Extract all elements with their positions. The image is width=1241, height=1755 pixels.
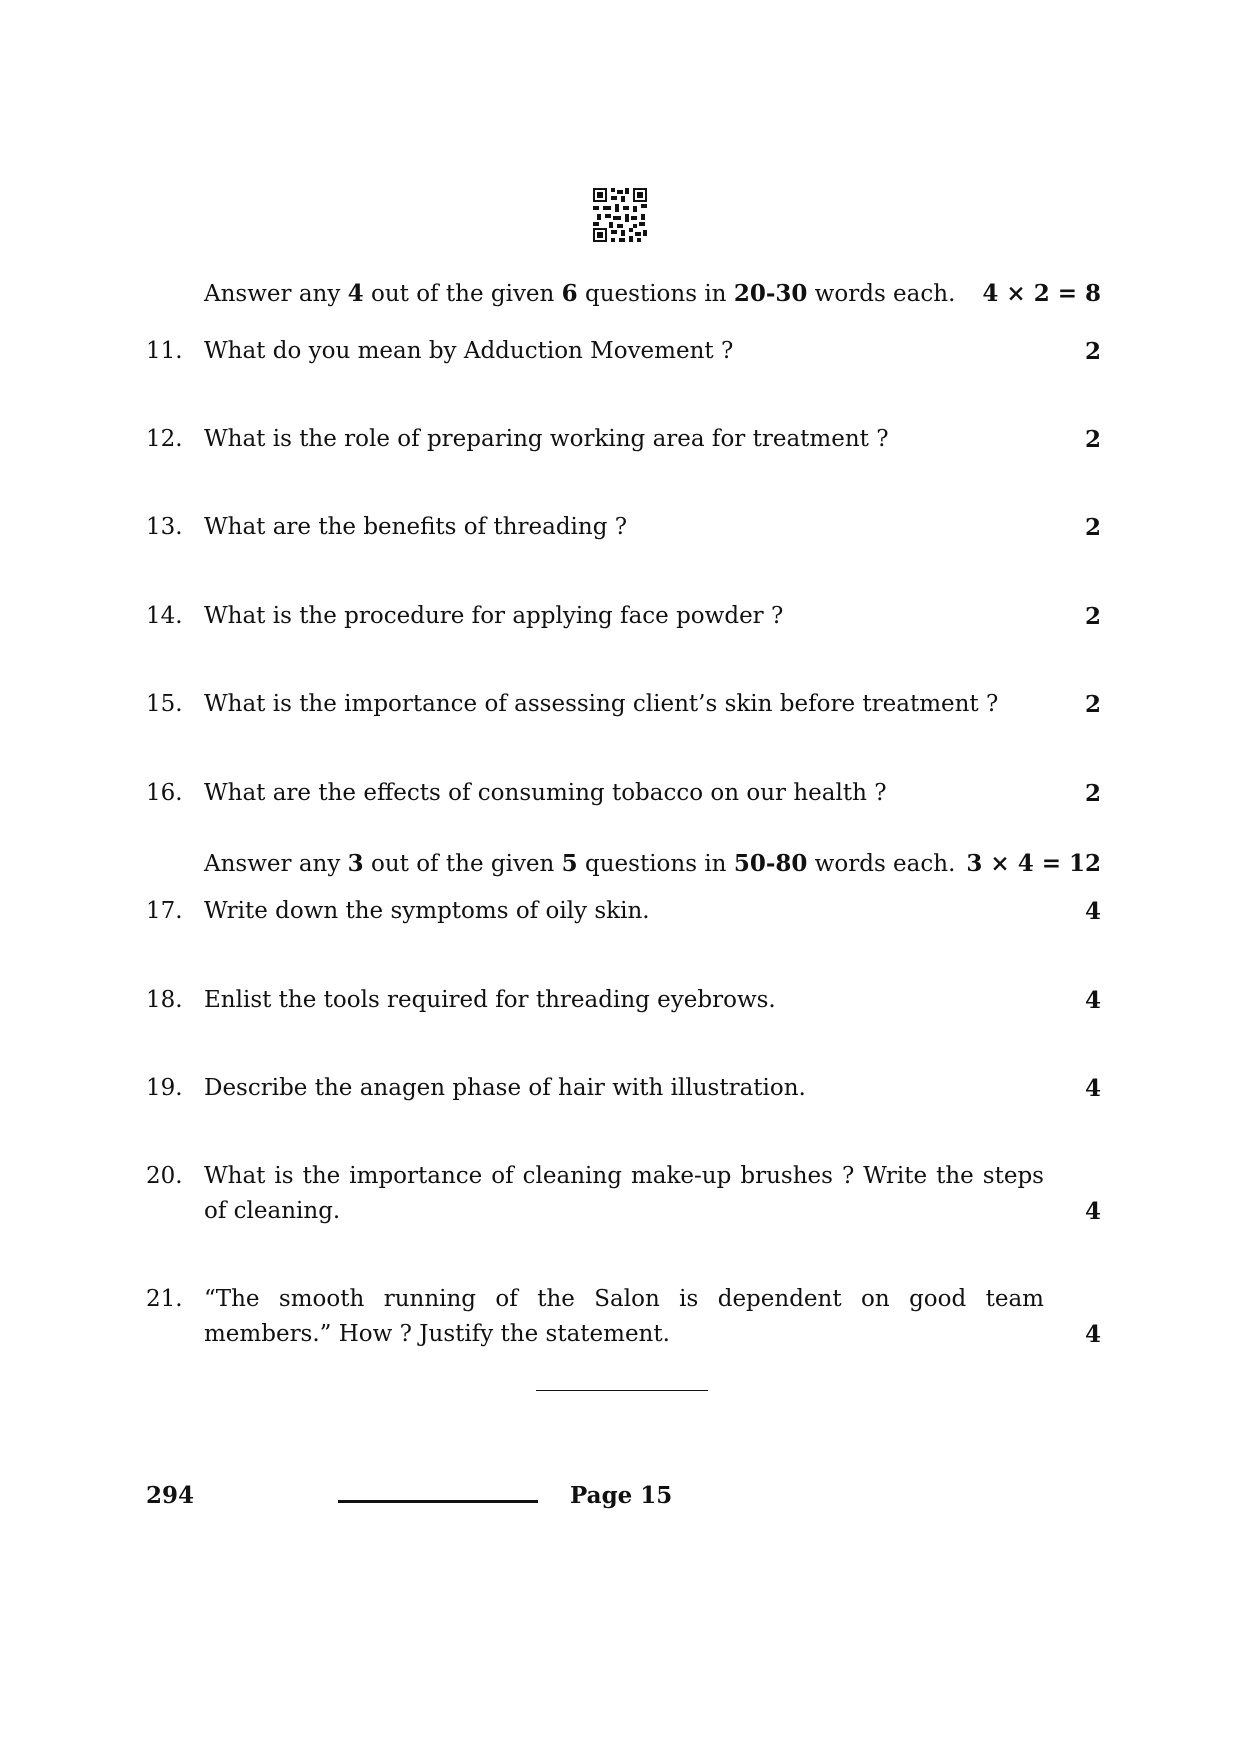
instruction-text: out of the given <box>363 851 562 877</box>
question-text: What are the benefits of threading ? <box>204 514 628 540</box>
question-number: 19. <box>146 1075 183 1101</box>
instruction-text: Answer any <box>204 851 348 877</box>
question-marks: 4 <box>1084 1075 1101 1102</box>
question-marks: 2 <box>1084 780 1101 807</box>
question-marks: 4 <box>1084 1198 1101 1225</box>
page-number: Page 15 <box>570 1482 673 1509</box>
question-text: What is the importance of cleaning make-up brushes ? Write the steps of cleaning. <box>204 1163 1044 1224</box>
question-number: 20. <box>146 1163 183 1189</box>
question-15 <box>146 687 1101 722</box>
section-b-marks-scheme: 4 × 2 = 8 <box>982 280 1101 307</box>
question-18 <box>146 983 1101 1018</box>
question-number: 21. <box>146 1286 183 1312</box>
instruction-text: out of the given <box>363 281 562 307</box>
question-number: 16. <box>146 780 183 806</box>
qr-code-icon <box>593 188 647 242</box>
instruction-text: questions in <box>577 851 734 877</box>
question-number: 11. <box>146 338 183 364</box>
question-text: Write down the symptoms of oily skin. <box>204 898 650 924</box>
end-of-section-divider <box>536 1390 708 1391</box>
question-12 <box>146 422 1101 457</box>
instruction-text: words each. <box>807 851 956 877</box>
instruction-text: words each. <box>807 281 956 307</box>
footer-divider <box>338 1500 538 1503</box>
question-20 <box>146 1159 1101 1229</box>
question-text: Describe the anagen phase of hair with illustration. <box>204 1075 806 1101</box>
instruction-text: questions in <box>577 281 734 307</box>
question-21 <box>146 1282 1101 1352</box>
instruction-total: 5 <box>561 850 578 877</box>
instruction-word-range: 20-30 <box>733 280 808 307</box>
question-text: What is the procedure for applying face powder ? <box>204 603 784 629</box>
question-text: Enlist the tools required for threading eyebrows. <box>204 987 776 1013</box>
question-marks: 4 <box>1084 1321 1101 1348</box>
question-number: 17. <box>146 898 183 924</box>
question-14 <box>146 599 1101 634</box>
question-marks: 2 <box>1084 691 1101 718</box>
instruction-text: Answer any <box>204 281 348 307</box>
question-text: What is the importance of assessing client’s skin before treatment ? <box>204 691 999 717</box>
question-marks: 2 <box>1084 603 1101 630</box>
question-marks: 4 <box>1084 987 1101 1014</box>
question-marks: 2 <box>1084 514 1101 541</box>
question-number: 13. <box>146 514 183 540</box>
instruction-count: 4 <box>347 280 364 307</box>
question-number: 14. <box>146 603 183 629</box>
instruction-word-range: 50-80 <box>733 850 808 877</box>
question-text: “The smooth running of the Salon is dependent on good team members.” How ? Justify the statement. <box>204 1286 1044 1347</box>
question-17 <box>146 894 1101 929</box>
question-16 <box>146 776 1101 811</box>
question-marks: 4 <box>1084 898 1101 925</box>
section-c-marks-scheme: 3 × 4 = 12 <box>966 850 1101 877</box>
question-number: 18. <box>146 987 183 1013</box>
paper-code: 294 <box>146 1482 195 1509</box>
question-text: What do you mean by Adduction Movement ? <box>204 338 734 364</box>
instruction-total: 6 <box>561 280 578 307</box>
question-text: What is the role of preparing working area for treatment ? <box>204 426 889 452</box>
question-19 <box>146 1071 1101 1106</box>
question-text: What are the effects of consuming tobacco on our health ? <box>204 780 887 806</box>
question-11 <box>146 334 1101 369</box>
question-number: 12. <box>146 426 183 452</box>
question-13 <box>146 510 1101 545</box>
section-b-instruction <box>204 277 1104 311</box>
question-marks: 2 <box>1084 338 1101 365</box>
question-marks: 2 <box>1084 426 1101 453</box>
question-number: 15. <box>146 691 183 717</box>
instruction-count: 3 <box>347 850 364 877</box>
